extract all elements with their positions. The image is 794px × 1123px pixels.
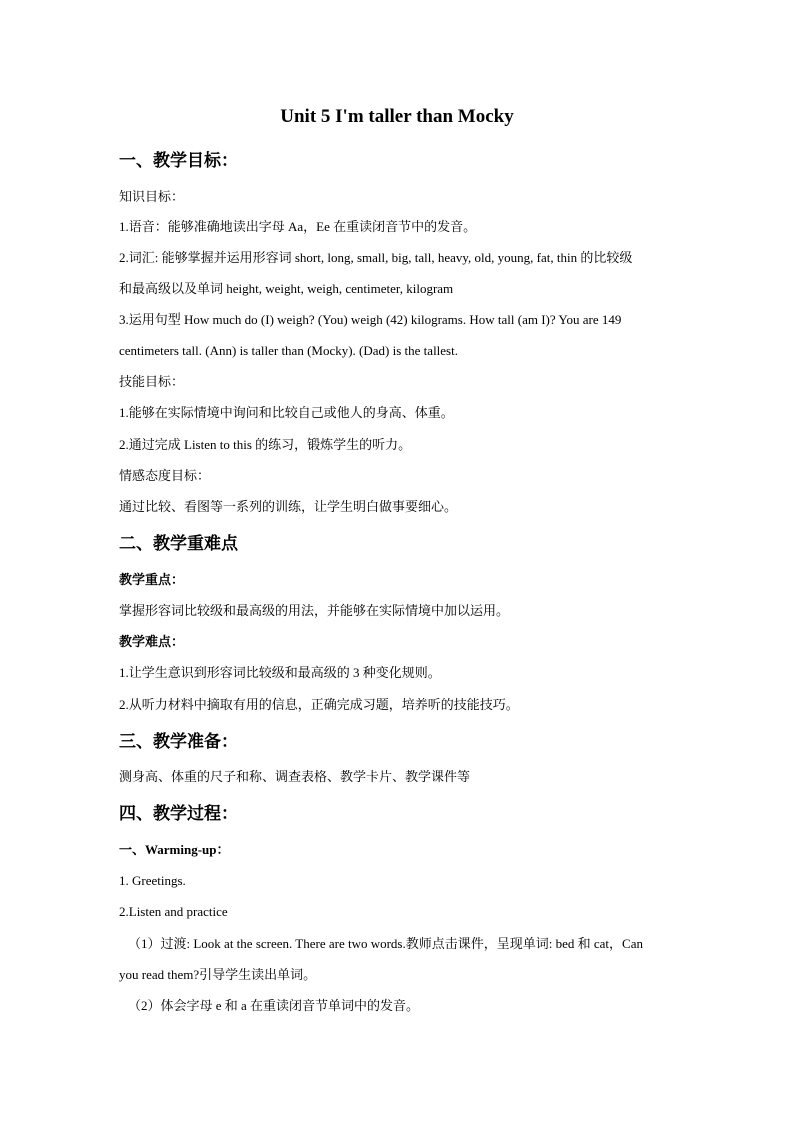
emotion-objectives-label: 情感态度目标： <box>119 468 211 483</box>
document-title: Unit 5 I'm taller than Mocky <box>280 106 514 127</box>
teaching-focus-label: 教学重点： <box>119 572 185 587</box>
objective-item-continued: centimeters tall. (Ann) is taller than (Mocky). (Dad) is the tallest. <box>119 343 458 358</box>
difficulty-item: 2.从听力材料中摘取有用的信息，正确完成习题，培养听的技能技巧。 <box>119 697 519 712</box>
process-substep: （2）体会字母 e 和 a 在重读闭音节单词中的发音。 <box>128 998 420 1013</box>
process-substep: （1）过渡: Look at the screen. There are two words.教师点击课件，呈现单词: bed 和 cat，Can <box>128 936 643 951</box>
process-substep-continued: you read them?引导学生读出单词。 <box>119 967 317 982</box>
objective-item: 2.词汇: 能够掌握并运用形容词 short, long, small, big, tall, heavy, old, young, fat, thin 的比较级 <box>119 250 633 265</box>
objective-item: 2.通过完成 Listen to this 的练习，锻炼学生的听力。 <box>119 437 412 452</box>
preparation-text: 测身高、体重的尺子和称、调查表格、教学卡片、教学课件等 <box>119 769 471 784</box>
process-step: 2.Listen and practice <box>119 904 228 919</box>
skill-objectives-label: 技能目标： <box>119 374 185 389</box>
section-heading-objectives: 一、教学目标： <box>119 151 238 170</box>
objective-item-continued: 和最高级以及单词 height, weight, weigh, centimeter, kilogram <box>119 281 454 296</box>
section-heading-preparation: 三、教学准备： <box>119 732 238 751</box>
knowledge-objectives-label: 知识目标： <box>119 189 185 204</box>
teaching-focus-text: 掌握形容词比较级和最高级的用法，并能够在实际情境中加以运用。 <box>119 603 510 618</box>
section-heading-process: 四、教学过程： <box>119 804 238 823</box>
warmup-label: 一、Warming-up： <box>119 842 230 857</box>
section-heading-key-points: 二、教学重难点 <box>119 534 238 553</box>
teaching-difficulty-label: 教学难点： <box>119 634 185 649</box>
objective-item: 1.能够在实际情境中询问和比较自己或他人的身高、体重。 <box>119 405 454 420</box>
objective-item: 1.语音：能够准确地读出字母 Aa，Ee 在重读闭音节中的发音。 <box>119 219 477 234</box>
objective-item: 3.运用句型 How much do (I) weigh? (You) weigh (42) kilograms. How tall (am I)? You are 149 <box>119 312 622 327</box>
difficulty-item: 1.让学生意识到形容词比较级和最高级的 3 种变化规则。 <box>119 665 441 680</box>
objective-item: 通过比较、看图等一系列的训练，让学生明白做事要细心。 <box>119 499 458 514</box>
process-step: 1. Greetings. <box>119 873 186 888</box>
